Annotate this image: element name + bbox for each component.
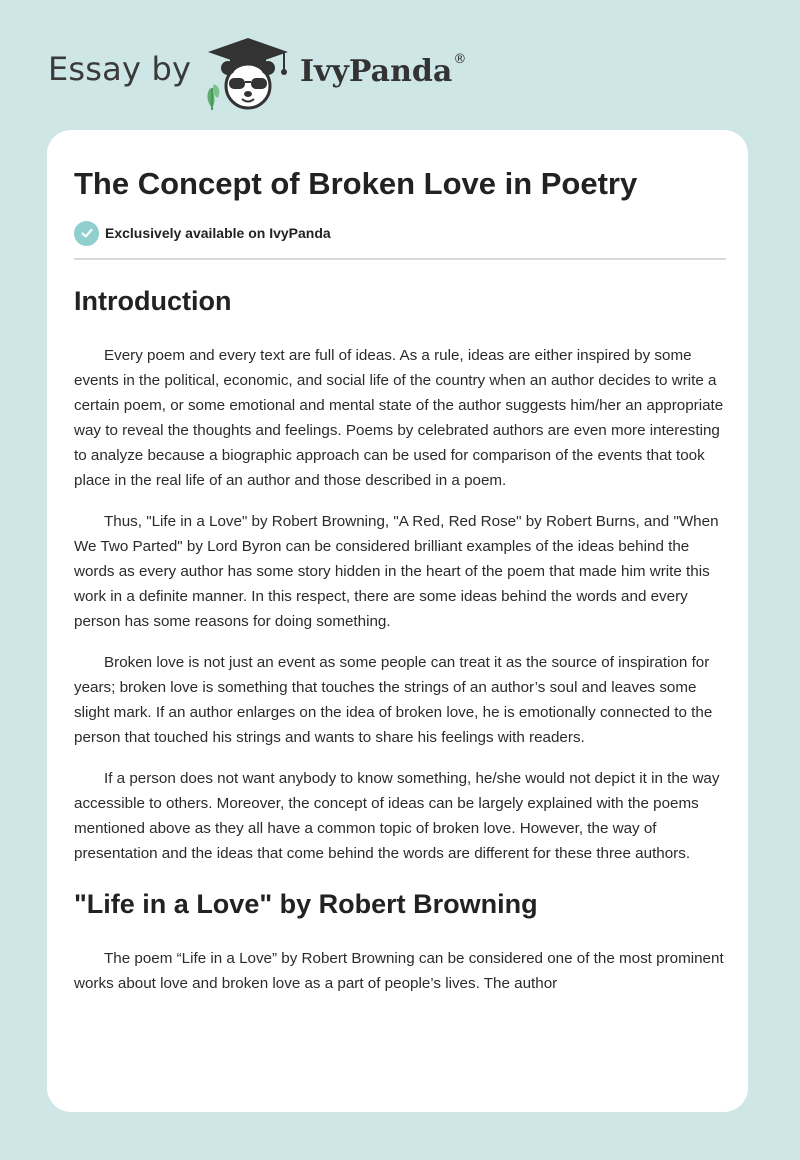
paragraph: Every poem and every text are full of ideas. As a rule, ideas are either inspired by some events in the political, economic, and social life of the country when an author decides to write a certain poem, or some emotional and mental state of the author suggests him/her an appropriate way to reveal the thoughts and feelings. Poems by celebrated authors are even more interesting to analyze because a biographic approach can be used for comparison of the events that took place in the real life of an author and those described in a poem.	[74, 347, 724, 489]
paragraph: If a person does not want anybody to know something, he/she would not depict it in the way accessible to others. Moreover, the concept of ideas can be largely explained with the poems mentioned above as they all have a common topic of broken love. However, the way of presentation and the ideas that come behind the words are different for these three authors.	[74, 770, 720, 862]
paragraph: Broken love is not just an event as some people can treat it as the source of inspiration for years; broken love is something that touches the strings of an author’s soul and leaves some slight mark. If an author enlarges on the idea of broken love, he is emotionally connected to the person that touched his strings and wants to share his feelings with readers.	[74, 654, 713, 746]
essay-by-label: Essay by	[48, 50, 192, 88]
brand-name[interactable]	[300, 54, 466, 89]
section-heading-introduction: Introduction	[74, 286, 232, 316]
title-divider	[74, 258, 726, 260]
article-content	[74, 160, 726, 996]
panda-graduate-logo-icon[interactable]	[200, 36, 296, 112]
exclusive-label: Exclusively available on IvyPanda	[105, 225, 331, 241]
check-circle-icon	[74, 221, 99, 246]
article-title: The Concept of Broken Love in Poetry	[74, 166, 638, 201]
brand-name-text: IvyPanda	[300, 54, 453, 89]
section-heading-life-in-a-love: "Life in a Love" by Robert Browning	[74, 889, 538, 919]
paragraph: Thus, "Life in a Love" by Robert Browning, "A Red, Red Rose" by Robert Burns, and "When We Two Parted" by Lord Byron can be considered brilliant examples of the ideas behind the words as every author has some story hidden in the heart of the poem that made him write this work in a definite manner. In this respect, there are some ideas behind the words and every person has some reasons for doing something.	[74, 513, 719, 630]
paragraph: The poem “Life in a Love” by Robert Browning can be considered one of the most prominent works about love and broken love as a part of people’s lives. The author	[74, 950, 724, 992]
exclusive-badge	[74, 220, 726, 246]
registered-mark: ®	[453, 52, 467, 67]
article-card	[47, 130, 748, 1112]
site-header	[0, 0, 800, 130]
